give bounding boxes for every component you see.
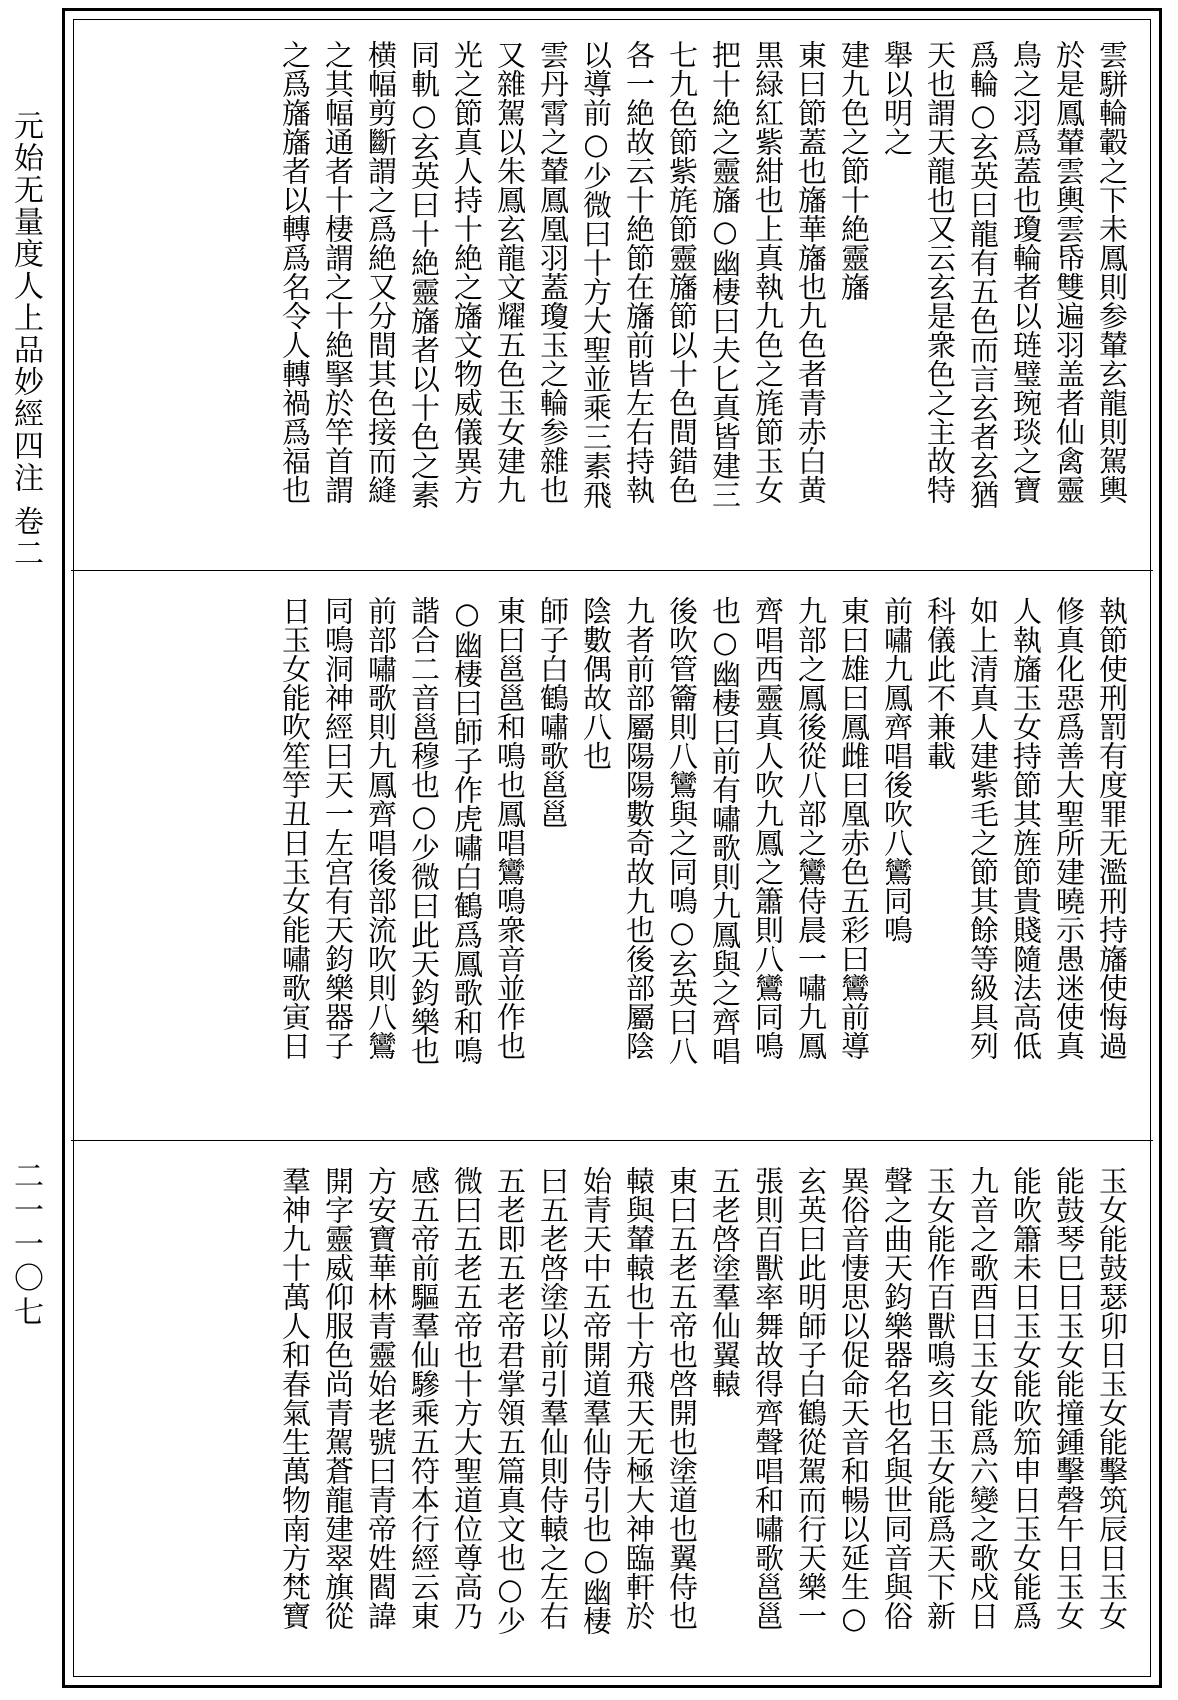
text-column: 諧合二音邕穆也○少微曰此天鈞樂也 — [407, 596, 441, 1065]
text-column: 陰數偶故八也 — [579, 596, 613, 770]
text-column: 後吹管籥則八鸞與之同鳴○玄英曰八 — [665, 596, 699, 1065]
text-column: 玄英曰此明師子白鶴從駕而行天樂一 — [794, 1166, 828, 1630]
text-column: 同鳴洞神經曰天一左宫有天鈞樂器子 — [321, 596, 355, 1060]
register-divider — [71, 570, 1153, 571]
text-column: 齊唱西靈真人吹九鳳之簫則八鸞同鳴 — [751, 596, 785, 1060]
text-column: 同軌○玄英曰十絶靈旛者以十色之素 — [407, 40, 441, 509]
text-column: 於是鳳輦雲輿雲帋雙遍羽盖者仙禽靈 — [1052, 40, 1086, 504]
text-column: 羣神九十萬人和春氣生萬物南方梵寶 — [278, 1166, 312, 1630]
text-column: 舉以明之 — [880, 40, 914, 156]
text-column: 異俗音悽思以促命天音和暢以延生○ — [837, 1166, 871, 1635]
text-column: 七九色節紫旄節靈旛節以十色間錯色 — [665, 40, 699, 504]
text-column: 五老啓塗羣仙翼轅 — [708, 1166, 742, 1398]
text-column: 雲丹霄之輦鳳凰羽蓋瓊玉之輪参雜也 — [536, 40, 570, 504]
text-column: 之爲旛旛者以轉爲名令人轉禍爲福也 — [278, 40, 312, 504]
text-column: 黒緑紅紫紺也上真執九色之旄節玉女 — [751, 40, 785, 504]
text-column: 感五帝前驅羣仙驂乘五符本行經云東 — [407, 1166, 441, 1630]
text-column: 轅與輦轅也十方飛天无極大神臨軒於 — [622, 1166, 656, 1630]
text-column: 九音之歌酉日玉女能爲六變之歌戍日 — [966, 1166, 1000, 1630]
text-column: 光之節真人持十絶之旛文物威儀異方 — [450, 40, 484, 504]
text-column: 能鼓琴巳日玉女能撞鍾擊磬午日玉女 — [1052, 1166, 1086, 1630]
text-column: 五老即五老帝君掌領五篇真文也○少 — [493, 1166, 527, 1635]
text-column: 能吹簫未日玉女能吹笳申日玉女能爲 — [1009, 1166, 1043, 1630]
text-column: 前部嘯歌則九鳳齊唱後部流吹則八鸞 — [364, 596, 398, 1060]
margin-page-number: 二一一〇七 — [8, 1160, 43, 1330]
text-column: 鳥之羽爲蓋也瓊輪者以琏璧琬琰之寶 — [1009, 40, 1043, 504]
text-column: 曰五老啓塗以前引羣仙則侍轅之左右 — [536, 1166, 570, 1630]
text-column: 九部之鳳後從八部之鸞侍晨一嘯九鳳 — [794, 596, 828, 1060]
text-column: 張則百獸率舞故得齊聲唱和嘯歌邕邕 — [751, 1166, 785, 1630]
text-column: 東曰雄曰鳳雌曰凰赤色五彩曰鸞前導 — [837, 596, 871, 1060]
text-column: 也○幽棲曰前有嘯歌則九鳳與之齊唱 — [708, 596, 742, 1065]
text-column: 東曰邕邕和鳴也鳳唱鸞鳴衆音並作也 — [493, 596, 527, 1060]
text-column: ○幽棲曰師子作虎嘯白鶴爲鳳歌和鳴 — [450, 596, 484, 1065]
text-column: 以導前○少微曰十方大聖並乘三素飛 — [579, 40, 613, 509]
text-column: 把十絶之靈旛○幽棲曰夫匕真皆建三 — [708, 40, 742, 509]
text-column: 爲輪○玄英曰龍有五色而言玄者玄猶 — [966, 40, 1000, 509]
text-register-bottom — [71, 1148, 1153, 1682]
text-column: 雲駢輪轂之下未鳳則参輦玄龍則駕輿 — [1095, 40, 1129, 504]
text-column: 九者前部屬陽陽數奇故九也後部屬陰 — [622, 596, 656, 1060]
text-column: 建九色之節十絶靈旛 — [837, 40, 871, 301]
text-register-top — [71, 22, 1153, 562]
text-column: 始青天中五帝開道羣仙侍引也○幽棲 — [579, 1166, 613, 1635]
text-register-middle — [71, 578, 1153, 1134]
text-column: 開字靈威仰服色尚青駕蒼龍建翠旗從 — [321, 1166, 355, 1630]
text-column: 各一絶故云十絶節在旛前皆左右持執 — [622, 40, 656, 504]
text-column: 東曰節蓋也旛華旛也九色者青赤白黄 — [794, 40, 828, 504]
text-column: 玉女能鼓瑟卯日玉女能擊筑辰日玉女 — [1095, 1166, 1129, 1630]
text-column: 方安寶華林青靈始老號曰青帝姓閻諱 — [364, 1166, 398, 1630]
text-column: 聲之曲天鈞樂器名也名與世同音與俗 — [880, 1166, 914, 1630]
text-column: 修真化惡爲善大聖所建曉示愚迷使真 — [1052, 596, 1086, 1060]
text-column: 天也謂天龍也又云玄是衆色之主故特 — [923, 40, 957, 504]
text-column: 横幅剪斷謂之爲絶又分間其色接而縫 — [364, 40, 398, 504]
text-column: 東曰五老五帝也啓開也塗道也翼侍也 — [665, 1166, 699, 1630]
text-column: 又雜駕以朱鳳玄龍文耀五色玉女建九 — [493, 40, 527, 504]
text-column: 如上清真人建紫毛之節其餘等級具列 — [966, 596, 1000, 1060]
text-column: 前嘯九鳳齊唱後吹八鸞同鳴 — [880, 596, 914, 944]
text-column: 之其幅通者十棲謂之十絶掔於竿首謂 — [321, 40, 355, 504]
text-column: 師子白鶴嘯歌邕邕 — [536, 596, 570, 828]
text-column: 微曰五老五帝也十方大聖道位尊高乃 — [450, 1166, 484, 1630]
register-divider — [71, 1140, 1153, 1141]
text-column: 執節使刑罰有度罪无濫刑持旛使悔過 — [1095, 596, 1129, 1060]
margin-title: 元始无量度人上品妙經四注 卷二 — [8, 110, 43, 570]
text-column: 人執旛玉女持節其旌節貴賤隨法高低 — [1009, 596, 1043, 1060]
text-column: 玉女能作百獸鳴亥日玉女能爲天下新 — [923, 1166, 957, 1630]
text-column: 科儀此不兼載 — [923, 596, 957, 770]
text-column: 日玉女能吹笙竽丑日玉女能嘯歌寅日 — [278, 596, 312, 1060]
